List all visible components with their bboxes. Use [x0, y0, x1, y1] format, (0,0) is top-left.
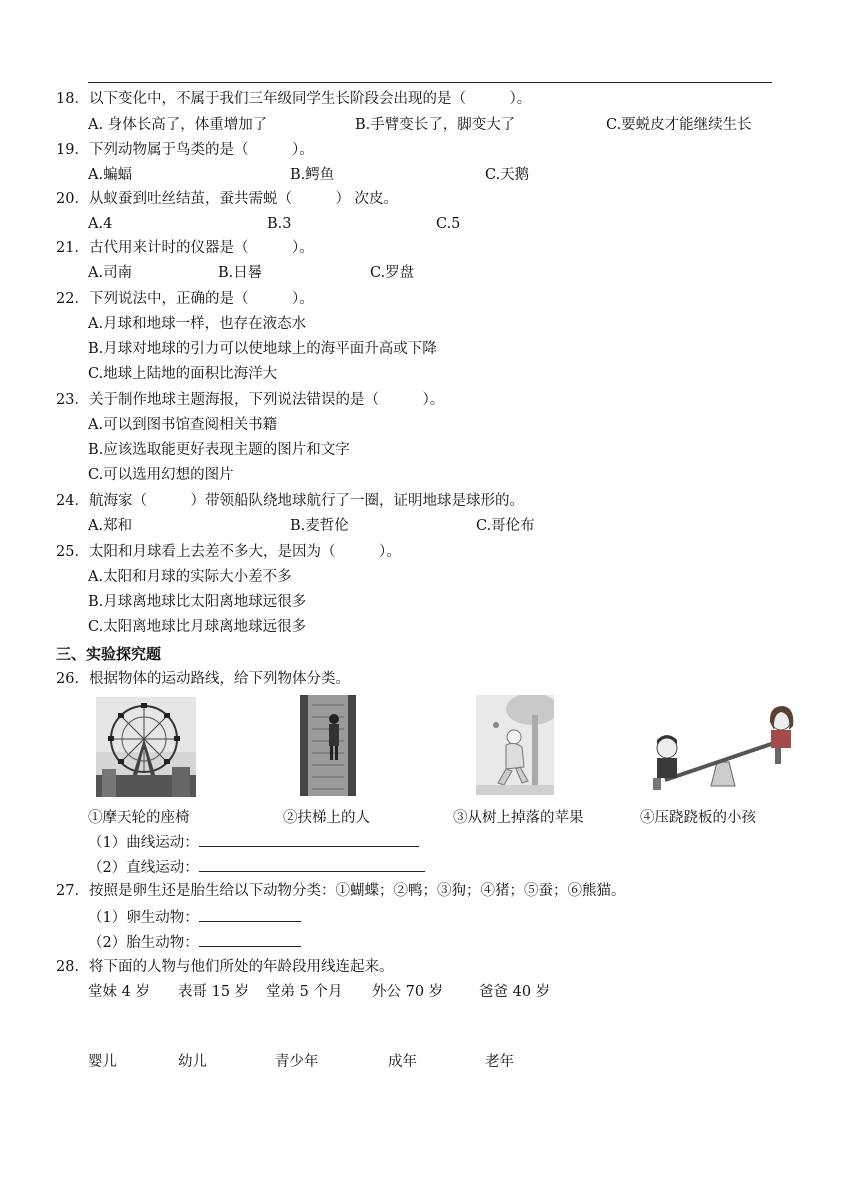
q23-option-c[interactable]: C.可以选用幻想的图片 — [88, 467, 234, 483]
q23-option-b[interactable]: B.应该选取能更好表现主题的图片和文字 — [88, 442, 350, 458]
falling-apple-image — [476, 695, 554, 795]
question-19: 19．下列动物属于鸟类的是（ ）。 — [56, 142, 314, 158]
linear-motion-label: （2）直线运动： — [88, 860, 199, 876]
oviparous-label: （1）卵生动物： — [88, 910, 199, 926]
q24-option-a[interactable]: A.郑和 — [88, 518, 133, 534]
stage-elderly[interactable]: 老年 — [485, 1054, 514, 1070]
q21-option-a[interactable]: A.司南 — [88, 265, 133, 281]
question-23: 23．关于制作地球主题海报，下列说法错误的是（ ）。 — [56, 392, 445, 408]
q22-option-c[interactable]: C.地球上陆地的面积比海洋大 — [88, 366, 278, 382]
linear-motion-row — [88, 857, 425, 877]
stage-adult[interactable]: 成年 — [388, 1054, 417, 1070]
q19-option-c[interactable]: C.天鹅 — [485, 167, 530, 183]
question-22: 22．下列说法中，正确的是（ ）。 — [56, 291, 314, 307]
person-grandfather[interactable]: 外公 70 岁 — [372, 984, 444, 1000]
linear-motion-blank[interactable] — [199, 857, 425, 872]
q20-option-b[interactable]: B.3 — [267, 216, 292, 232]
curve-motion-blank[interactable] — [199, 832, 419, 847]
stage-toddler[interactable]: 幼儿 — [178, 1054, 207, 1070]
caption-seesaw: ④压跷跷板的小孩 — [640, 810, 756, 826]
q21-option-c[interactable]: C.罗盘 — [370, 265, 415, 281]
q22-option-b[interactable]: B.月球对地球的引力可以使地球上的海平面升高或下降 — [88, 341, 437, 357]
q20-option-c[interactable]: C.5 — [436, 216, 461, 232]
q25-option-b[interactable]: B.月球离地球比太阳离地球远很多 — [88, 594, 307, 610]
section-title: 三、实验探究题 — [56, 645, 162, 663]
question-21: 21．古代用来计时的仪器是（ ）。 — [56, 240, 314, 256]
ferris-wheel-image — [96, 697, 196, 797]
person-cousin-older[interactable]: 表哥 15 岁 — [178, 984, 250, 1000]
q23-option-a[interactable]: A.可以到图书馆查阅相关书籍 — [88, 417, 278, 433]
q21-option-b[interactable]: B.日晷 — [218, 265, 263, 281]
question-26: 26．根据物体的运动路线，给下列物体分类。 — [56, 671, 350, 687]
q24-option-c[interactable]: C.哥伦布 — [476, 518, 535, 534]
question-18: 18．以下变化中，不属于我们三年级同学生长阶段会出现的是（ ）。 — [56, 91, 532, 107]
question-28: 28．将下面的人物与他们所处的年龄段用线连起来。 — [56, 959, 394, 975]
caption-escalator: ②扶梯上的人 — [283, 810, 370, 826]
q18-option-c[interactable]: C.要蜕皮才能继续生长 — [606, 117, 752, 133]
person-father[interactable]: 爸爸 40 岁 — [479, 984, 551, 1000]
viviparous-row — [88, 932, 301, 952]
viviparous-label: （2）胎生动物： — [88, 935, 199, 951]
q19-option-b[interactable]: B.鳄鱼 — [290, 167, 335, 183]
q18-option-a[interactable]: A. 身体长高了，体重增加了 — [88, 117, 268, 133]
question-20: 20．从蚁蚕到吐丝结茧，蚕共需蜕（ ） 次皮。 — [56, 191, 399, 207]
top-rule — [88, 82, 772, 83]
seesaw-image — [643, 700, 803, 798]
curve-motion-label: （1）曲线运动： — [88, 835, 199, 851]
q19-option-a[interactable]: A.蝙蝠 — [88, 167, 133, 183]
person-cousin-baby[interactable]: 堂弟 5 个月 — [266, 984, 343, 1000]
oviparous-blank[interactable] — [199, 907, 301, 922]
q25-option-a[interactable]: A.太阳和月球的实际大小差不多 — [88, 569, 292, 585]
caption-ferris-wheel: ①摩天轮的座椅 — [88, 810, 190, 826]
oviparous-row — [88, 907, 301, 927]
question-25: 25．太阳和月球看上去差不多大，是因为（ ）。 — [56, 544, 401, 560]
q18-option-b[interactable]: B.手臂变长了，脚变大了 — [355, 117, 516, 133]
curve-motion-row — [88, 832, 419, 852]
q20-option-a[interactable]: A.4 — [88, 216, 113, 232]
q24-option-b[interactable]: B.麦哲伦 — [290, 518, 349, 534]
q25-option-c[interactable]: C.太阳离地球比月球离地球远很多 — [88, 619, 307, 635]
q22-option-a[interactable]: A.月球和地球一样，也存在液态水 — [88, 316, 307, 332]
question-27: 27．按照是卵生还是胎生给以下动物分类：①蝴蝶；②鸭；③狗；④猪；⑤蚕；⑥熊猫。 — [56, 883, 626, 899]
question-24: 24．航海家（ ）带领船队绕地球航行了一圈，证明地球是球形的。 — [56, 493, 524, 509]
escalator-image — [300, 695, 356, 796]
stage-infant[interactable]: 婴儿 — [88, 1054, 117, 1070]
viviparous-blank[interactable] — [199, 932, 301, 947]
caption-falling-apple: ③从树上掉落的苹果 — [453, 810, 584, 826]
stage-teen[interactable]: 青少年 — [275, 1054, 319, 1070]
person-cousin-girl[interactable]: 堂妹 4 岁 — [88, 984, 150, 1000]
